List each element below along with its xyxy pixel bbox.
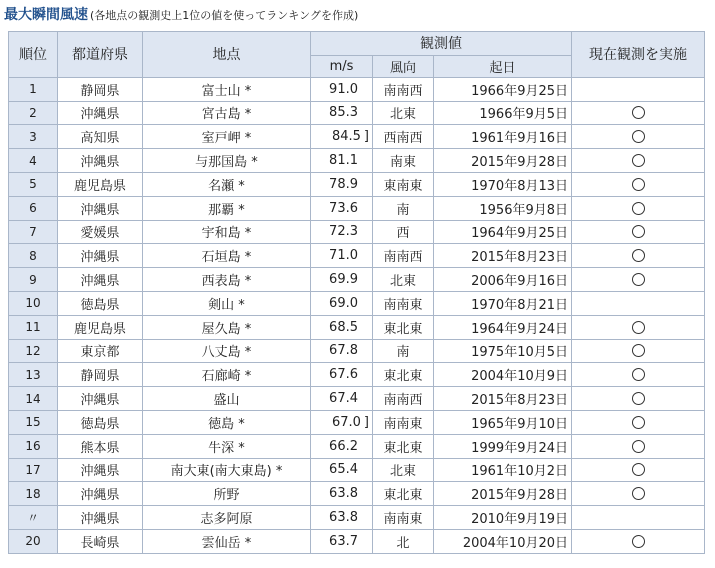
current-cell <box>572 244 705 268</box>
table-row <box>9 172 705 196</box>
current-cell <box>572 172 705 196</box>
speed-value: 81.1 <box>329 153 358 169</box>
current-cell <box>572 434 705 458</box>
rank-cell: 8 <box>9 244 58 268</box>
direction-cell: 西 <box>373 220 434 244</box>
circle-mark-icon <box>632 487 645 500</box>
speed-cell <box>311 363 373 387</box>
speed-cell <box>311 244 373 268</box>
speed-value: 85.3 <box>329 105 358 121</box>
direction-cell: 北 <box>373 529 434 553</box>
direction-cell: 南南西 <box>373 77 434 101</box>
table-row <box>9 458 705 482</box>
current-cell <box>572 77 705 101</box>
ranking-table <box>8 31 705 554</box>
speed-cell <box>311 101 373 125</box>
direction-cell: 東北東 <box>373 482 434 506</box>
circle-mark-icon <box>632 202 645 215</box>
speed-value: 69.0 <box>329 295 358 311</box>
page-title: 最大瞬間風速 <box>4 7 88 23</box>
circle-mark-icon <box>632 130 645 143</box>
speed-cell <box>311 434 373 458</box>
table-row <box>9 410 705 434</box>
circle-mark-icon <box>632 416 645 429</box>
direction-cell: 北東 <box>373 101 434 125</box>
circle-mark-icon <box>632 392 645 405</box>
direction-cell: 南東 <box>373 149 434 173</box>
prefecture-cell: 沖縄県 <box>58 506 143 530</box>
prefecture-cell: 東京都 <box>58 339 143 363</box>
rank-cell: 7 <box>9 220 58 244</box>
direction-cell: 南南東 <box>373 410 434 434</box>
date-cell: 1956年9月8日 <box>434 196 572 220</box>
date-cell: 1961年9月16日 <box>434 125 572 149</box>
title-note: (各地点の観測史上1位の値を使ってランキングを作成) <box>90 9 359 22</box>
table-row <box>9 315 705 339</box>
table-row <box>9 244 705 268</box>
current-cell <box>572 410 705 434</box>
rank-cell: 3 <box>9 125 58 149</box>
quality-bracket: ] <box>363 129 369 145</box>
place-cell: 那覇 * <box>143 196 311 220</box>
header-direction: 風向 <box>373 55 434 77</box>
header-row <box>9 32 705 56</box>
speed-cell <box>311 149 373 173</box>
date-cell: 2015年8月23日 <box>434 387 572 411</box>
speed-value: 84.5 <box>331 129 361 145</box>
date-cell: 1964年9月24日 <box>434 315 572 339</box>
prefecture-cell: 沖縄県 <box>58 101 143 125</box>
speed-value: 72.3 <box>329 224 358 240</box>
speed-value: 78.9 <box>329 176 358 192</box>
prefecture-cell: 徳島県 <box>58 291 143 315</box>
current-cell <box>572 268 705 292</box>
place-cell: 剣山 * <box>143 291 311 315</box>
date-cell: 2015年8月23日 <box>434 244 572 268</box>
header-place: 地点 <box>143 32 311 78</box>
table-body <box>9 77 705 553</box>
date-cell: 2015年9月28日 <box>434 149 572 173</box>
date-cell: 2015年9月28日 <box>434 482 572 506</box>
quality-bracket: ] <box>363 414 369 430</box>
direction-cell: 南南東 <box>373 291 434 315</box>
header-unit: m/s <box>311 55 373 77</box>
place-cell: 石垣島 * <box>143 244 311 268</box>
date-cell: 1965年9月10日 <box>434 410 572 434</box>
table-row <box>9 434 705 458</box>
current-cell <box>572 506 705 530</box>
date-cell: 1966年9月25日 <box>434 77 572 101</box>
current-cell <box>572 363 705 387</box>
table-row <box>9 529 705 553</box>
header-current: 現在観測を実施 <box>572 32 705 78</box>
place-cell: 屋久島 * <box>143 315 311 339</box>
place-cell: 徳島 * <box>143 410 311 434</box>
date-cell: 1970年8月13日 <box>434 172 572 196</box>
circle-mark-icon <box>632 321 645 334</box>
current-cell <box>572 339 705 363</box>
table-row <box>9 196 705 220</box>
current-cell <box>572 387 705 411</box>
current-cell <box>572 101 705 125</box>
date-cell: 2010年9月19日 <box>434 506 572 530</box>
speed-cell <box>311 196 373 220</box>
place-cell: 志多阿原 <box>143 506 311 530</box>
prefecture-cell: 鹿児島県 <box>58 315 143 339</box>
circle-mark-icon <box>632 273 645 286</box>
direction-cell: 南南西 <box>373 244 434 268</box>
current-cell <box>572 125 705 149</box>
place-cell: 富士山 * <box>143 77 311 101</box>
speed-cell <box>311 315 373 339</box>
circle-mark-icon <box>632 344 645 357</box>
table-row <box>9 363 705 387</box>
prefecture-cell: 静岡県 <box>58 77 143 101</box>
speed-cell <box>311 77 373 101</box>
prefecture-cell: 沖縄県 <box>58 482 143 506</box>
place-cell: 室戸岬 * <box>143 125 311 149</box>
rank-cell: 6 <box>9 196 58 220</box>
circle-mark-icon <box>632 463 645 476</box>
date-cell: 1970年8月21日 <box>434 291 572 315</box>
date-cell: 1999年9月24日 <box>434 434 572 458</box>
speed-cell <box>311 529 373 553</box>
header-prefecture: 都道府県 <box>58 32 143 78</box>
current-cell <box>572 529 705 553</box>
speed-value: 67.4 <box>329 391 358 407</box>
prefecture-cell: 鹿児島県 <box>58 172 143 196</box>
date-cell: 1975年10月5日 <box>434 339 572 363</box>
speed-value: 65.4 <box>329 462 358 478</box>
rank-cell: 18 <box>9 482 58 506</box>
prefecture-cell: 愛媛県 <box>58 220 143 244</box>
direction-cell: 東南東 <box>373 172 434 196</box>
prefecture-cell: 沖縄県 <box>58 458 143 482</box>
place-cell: 宮古島 * <box>143 101 311 125</box>
prefecture-cell: 長崎県 <box>58 529 143 553</box>
speed-value: 69.9 <box>329 272 358 288</box>
speed-cell <box>311 339 373 363</box>
current-cell <box>572 458 705 482</box>
rank-cell: 9 <box>9 268 58 292</box>
place-cell: 所野 <box>143 482 311 506</box>
place-cell: 雲仙岳 * <box>143 529 311 553</box>
speed-cell <box>311 458 373 482</box>
circle-mark-icon <box>632 106 645 119</box>
place-cell: 石廊崎 * <box>143 363 311 387</box>
current-cell <box>572 220 705 244</box>
circle-mark-icon <box>632 440 645 453</box>
direction-cell: 東北東 <box>373 363 434 387</box>
prefecture-cell: 沖縄県 <box>58 244 143 268</box>
place-cell: 南大東(南大東島) * <box>143 458 311 482</box>
table-row <box>9 482 705 506</box>
place-cell: 盛山 <box>143 387 311 411</box>
speed-value: 67.6 <box>329 367 358 383</box>
date-cell: 2004年10月9日 <box>434 363 572 387</box>
table-row <box>9 101 705 125</box>
table-row <box>9 77 705 101</box>
place-cell: 牛深 * <box>143 434 311 458</box>
direction-cell: 西南西 <box>373 125 434 149</box>
rank-cell: 2 <box>9 101 58 125</box>
speed-cell <box>311 220 373 244</box>
speed-value: 63.8 <box>329 486 358 502</box>
speed-value: 73.6 <box>329 200 358 216</box>
rank-cell: 10 <box>9 291 58 315</box>
speed-value: 66.2 <box>329 438 358 454</box>
date-cell: 2006年9月16日 <box>434 268 572 292</box>
speed-cell <box>311 482 373 506</box>
circle-mark-icon <box>632 225 645 238</box>
speed-value: 63.7 <box>329 533 358 549</box>
place-cell: 与那国島 * <box>143 149 311 173</box>
rank-cell: 11 <box>9 315 58 339</box>
rank-cell: 15 <box>9 410 58 434</box>
speed-value: 68.5 <box>329 319 358 335</box>
speed-value: 67.8 <box>329 343 358 359</box>
date-cell: 1964年9月25日 <box>434 220 572 244</box>
prefecture-cell: 熊本県 <box>58 434 143 458</box>
table-row <box>9 506 705 530</box>
table-header <box>9 32 705 78</box>
rank-cell: 17 <box>9 458 58 482</box>
circle-mark-icon <box>632 249 645 262</box>
prefecture-cell: 高知県 <box>58 125 143 149</box>
current-cell <box>572 482 705 506</box>
prefecture-cell: 沖縄県 <box>58 196 143 220</box>
date-cell: 2004年10月20日 <box>434 529 572 553</box>
prefecture-cell: 沖縄県 <box>58 387 143 411</box>
place-cell: 名瀬 * <box>143 172 311 196</box>
table-row <box>9 339 705 363</box>
rank-cell: 20 <box>9 529 58 553</box>
rank-cell: 4 <box>9 149 58 173</box>
direction-cell: 南南西 <box>373 387 434 411</box>
current-cell <box>572 149 705 173</box>
date-cell: 1961年10月2日 <box>434 458 572 482</box>
direction-cell: 東北東 <box>373 315 434 339</box>
rank-cell: 1 <box>9 77 58 101</box>
current-cell <box>572 196 705 220</box>
direction-cell: 南南東 <box>373 506 434 530</box>
place-cell: 宇和島 * <box>143 220 311 244</box>
circle-mark-icon <box>632 178 645 191</box>
rank-cell: 12 <box>9 339 58 363</box>
table-row <box>9 268 705 292</box>
speed-cell <box>311 506 373 530</box>
direction-cell: 南 <box>373 339 434 363</box>
speed-value: 63.8 <box>329 510 358 526</box>
direction-cell: 東北東 <box>373 434 434 458</box>
speed-cell <box>311 291 373 315</box>
rank-cell: 13 <box>9 363 58 387</box>
rank-cell: 〃 <box>9 506 58 530</box>
current-cell <box>572 315 705 339</box>
circle-mark-icon <box>632 368 645 381</box>
place-cell: 西表島 * <box>143 268 311 292</box>
circle-mark-icon <box>632 154 645 167</box>
header-observed: 観測値 <box>311 32 572 56</box>
rank-cell: 14 <box>9 387 58 411</box>
prefecture-cell: 沖縄県 <box>58 268 143 292</box>
table-row <box>9 291 705 315</box>
rank-cell: 16 <box>9 434 58 458</box>
table-row <box>9 125 705 149</box>
direction-cell: 北東 <box>373 458 434 482</box>
prefecture-cell: 徳島県 <box>58 410 143 434</box>
direction-cell: 南 <box>373 196 434 220</box>
prefecture-cell: 沖縄県 <box>58 149 143 173</box>
speed-cell <box>311 410 373 434</box>
rank-cell: 5 <box>9 172 58 196</box>
current-cell <box>572 291 705 315</box>
speed-cell <box>311 172 373 196</box>
speed-value: 71.0 <box>329 248 358 264</box>
table-row <box>9 387 705 411</box>
prefecture-cell: 静岡県 <box>58 363 143 387</box>
speed-cell <box>311 387 373 411</box>
table-row <box>9 149 705 173</box>
speed-cell <box>311 125 373 149</box>
header-rank: 順位 <box>9 32 58 78</box>
speed-value: 67.0 <box>331 414 361 430</box>
direction-cell: 北東 <box>373 268 434 292</box>
table-row <box>9 220 705 244</box>
date-cell: 1966年9月5日 <box>434 101 572 125</box>
page-heading <box>4 4 358 24</box>
circle-mark-icon <box>632 535 645 548</box>
place-cell: 八丈島 * <box>143 339 311 363</box>
header-date: 起日 <box>434 55 572 77</box>
speed-cell <box>311 268 373 292</box>
speed-value: 91.0 <box>329 81 358 97</box>
